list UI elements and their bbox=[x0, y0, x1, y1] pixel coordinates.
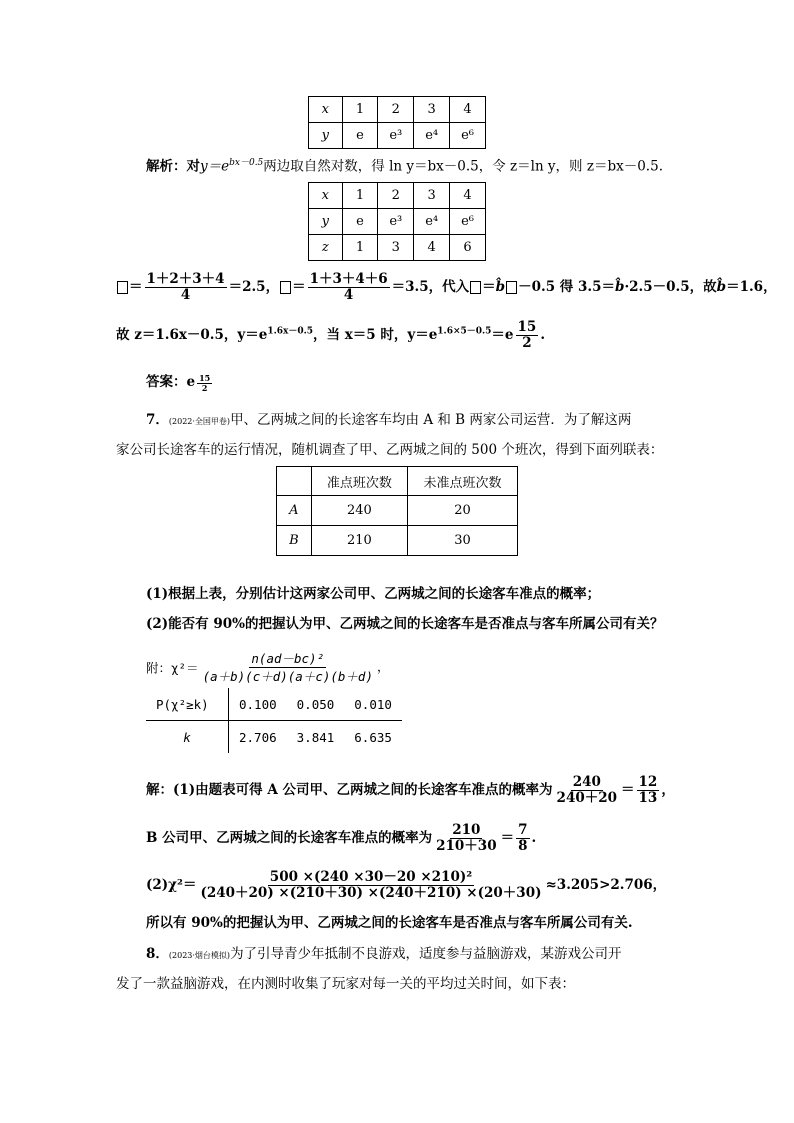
table-cell: x bbox=[309, 97, 343, 123]
solution-line1: 解：(1)由题表可得 A 公司甲、乙两城之间的长途客车准点的概率为 $\frac{240}{240+20}$ ＝ $\frac{12}{13}$ ， bbox=[146, 774, 675, 806]
table-cell: 1 bbox=[342, 97, 378, 123]
table-row bbox=[309, 97, 486, 123]
table-row: P(χ²≥k) 0.100 0.050 0.010 bbox=[146, 688, 402, 721]
data-table-xyz bbox=[308, 182, 486, 261]
solution-line2: B 公司甲、乙两城之间的长途客车准点的概率为 $\frac{210}{210+30}$ ＝ $\frac{7}{8}$ . bbox=[146, 822, 537, 854]
table-row bbox=[309, 123, 486, 149]
q7-sub1: (1)根据上表，分别估计这两家公司甲、乙两城之间的长途客车准点的概率； bbox=[146, 586, 601, 602]
table-row: z 1 3 4 6 bbox=[309, 235, 486, 261]
q7-line1: 7．(2022·全国甲卷)甲、乙两城之间的长途客车均由 A 和 B 两家公司运营．为了解这两 bbox=[146, 412, 632, 428]
table-row: x 1 2 3 4 bbox=[309, 183, 486, 209]
conclusion-line: 故 z＝1.6x－0.5，$y=e^{1.6x-0.5}$，当 x＝5 时，$y=e^{1.6\times 5-0.5}=e$ $\frac{15}{2}$ . bbox=[116, 319, 546, 351]
q8-line1: 8．(2023·烟台模拟)为了引导青少年抵制不良游戏，适度参与益脑游戏，某游戏公司开 bbox=[146, 946, 622, 962]
q7-line2: 家公司长途客车的运行情况，随机调查了甲、乙两城之间的 500 个班次，得到下面列联表： bbox=[116, 442, 664, 458]
data-table-top bbox=[308, 96, 486, 149]
table-row: 准点班次数 未准点班次数 bbox=[277, 467, 518, 496]
solution-line4: 所以有 90%的把握认为甲、乙两城之间的长途客车是否准点与客车所属公司有关. bbox=[146, 915, 633, 931]
table-cell: e bbox=[342, 123, 378, 149]
table-row: B 210 30 bbox=[277, 526, 518, 556]
table-cell: e³ bbox=[378, 123, 414, 149]
analysis-line: 解析：对$y=e^{bx-0.5}$两边取自然对数，得 ln y＝bx－0.5，令 z＝ln y，则 z＝bx－0.5. bbox=[146, 158, 663, 175]
table-cell: y bbox=[309, 123, 343, 149]
table-row: y e e³ e⁴ e⁶ bbox=[309, 209, 486, 235]
x-bar-placeholder bbox=[117, 281, 128, 294]
table-row: k 2.706 3.841 6.635 bbox=[146, 721, 402, 754]
table-row: A 240 20 bbox=[277, 496, 518, 526]
table-cell: e⁶ bbox=[450, 123, 486, 149]
q7-sub2: (2)能否有 90%的把握认为甲、乙两城之间的长途客车是否准点与客车所属公司有关？ bbox=[146, 616, 664, 632]
appendix-formula: 附：χ²＝ $\frac{\text{n(ad－bc)²}}{(a+b)(c+d)(a+c)(b+d)}$ ， bbox=[146, 651, 390, 684]
solution-line3: (2)χ²＝ $\frac{\text{500 ×(240 ×30－20 ×210)²}}{(240+20) \times(210+30) \times(240+210) \times(20+30)}$ ≈3.205>2.706， bbox=[146, 869, 667, 901]
table-cell: 2 bbox=[378, 97, 414, 123]
table-cell: 4 bbox=[450, 97, 486, 123]
z-bar-placeholder bbox=[280, 281, 291, 294]
table-cell: e⁴ bbox=[414, 123, 450, 149]
answer-line: 答案：e $\frac{15}{2}$ bbox=[146, 372, 211, 393]
calc-line: ＝ $\frac{1+2+3+4}{4}$ ＝2.5， ＝ $\frac{1+3+4+6}{4}$ ＝3.5，代入 ＝b̂ －0.5 得 3.5＝b̂·2.5－0.5，故b̂＝1.6， bbox=[116, 272, 777, 303]
table-cell: 3 bbox=[414, 97, 450, 123]
q8-line2: 发了一款益脑游戏，在内测时收集了玩家对每一关的平均过关时间，如下表： bbox=[116, 976, 575, 992]
critical-value-table bbox=[146, 688, 402, 753]
contingency-table bbox=[276, 466, 518, 556]
